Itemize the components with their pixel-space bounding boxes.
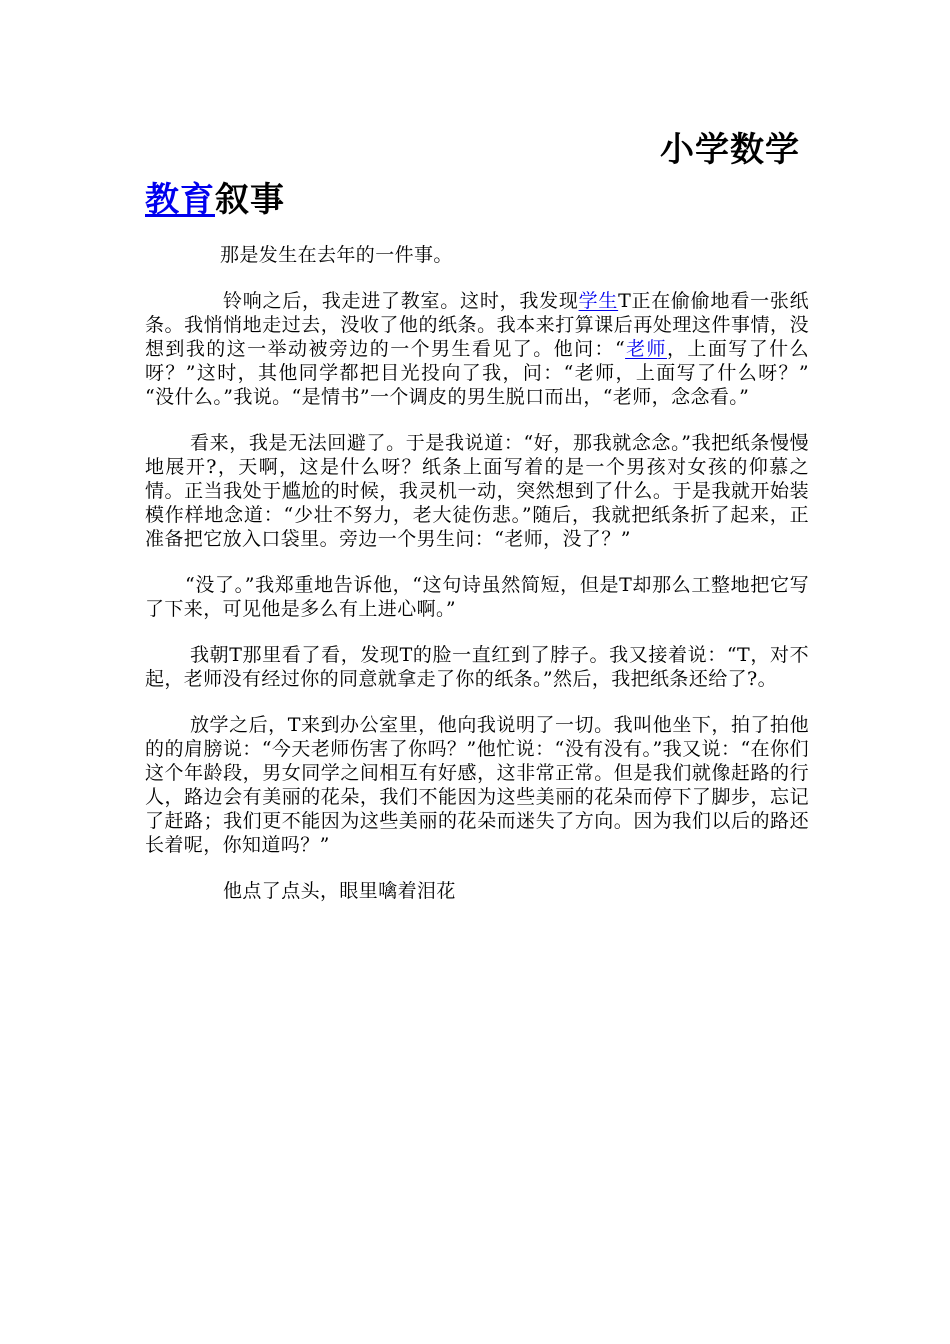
paragraph-4: “没了。”我郑重地告诉他，“这句诗虽然简短，但是T却那么工整地把它写了下来，可见他是多么有上进心啊。” <box>145 574 809 620</box>
article-body <box>145 243 809 925</box>
title-text-1: 小学数学 <box>660 130 800 170</box>
paragraph-3: 看来，我是无法回避了。于是我说道：“好，那我就念念。”我把纸条慢慢地展开?，天啊，这是什么呀？纸条上面写着的是一个男孩对女孩的仰慕之情。正当我处于尴尬的时候，我灵机一动，突然想到了什么。于是我就开始装模作样地念道：“少壮不努力，老大徒伤悲。”随后，我就把纸条折了起来，正准备把它放入口袋里。旁边一个男生问：“老师，没了？” <box>145 432 809 550</box>
title-line-2 <box>145 176 285 224</box>
paragraph-2 <box>145 289 809 409</box>
paragraph-2-text-b: T正在偷偷地看一张纸条。我悄悄地走过去，没收了他的纸条。我本来打算课后再处理这件事情，没想到我的这一举动被旁边的一个男生看见了。他问：“ <box>145 290 809 360</box>
title-text-2: 叙事 <box>215 180 285 220</box>
paragraph-5: 我朝T那里看了看，发现T的脸一直红到了脖子。我又接着说：“T，对不起，老师没有经过你的同意就拿走了你的纸条。”然后，我把纸条还给了?。 <box>145 644 809 690</box>
paragraph-1: 那是发生在去年的一件事。 <box>220 244 453 266</box>
title-line-1 <box>660 128 800 172</box>
paragraph-2-text-c: ，上面写了什么呀？”这时，其他同学都把目光投向了我，问：“老师，上面写了什么呀？” “没什么。”我说。“是情书”一个调皮的男生脱口而出，“老师，念念看。” <box>145 338 809 408</box>
paragraph-7: 他点了点头，眼里噙着泪花 <box>223 880 456 902</box>
paragraph-2-text-a: 铃响之后，我走进了教室。这时，我发现 <box>223 290 579 312</box>
teacher-link[interactable]: 老师 <box>625 338 667 360</box>
paragraph-6: 放学之后，T来到办公室里，他向我说明了一切。我叫他坐下，拍了拍他的的肩膀说：“今天老师伤害了你吗？”他忙说：“没有没有。”我又说：“在你们这个年龄段，男女同学之间相互有好感，这非常正常。但是我们就像赶路的行人，路边会有美丽的花朵，我们不能因为这些美丽的花朵而停下了脚步，忘记了赶路；我们更不能因为这些美丽的花朵而迷失了方向。因为我们以后的路还长着呢，你知道吗？” <box>145 714 809 856</box>
student-link[interactable]: 学生 <box>578 290 619 312</box>
education-link[interactable]: 教育 <box>145 180 215 220</box>
